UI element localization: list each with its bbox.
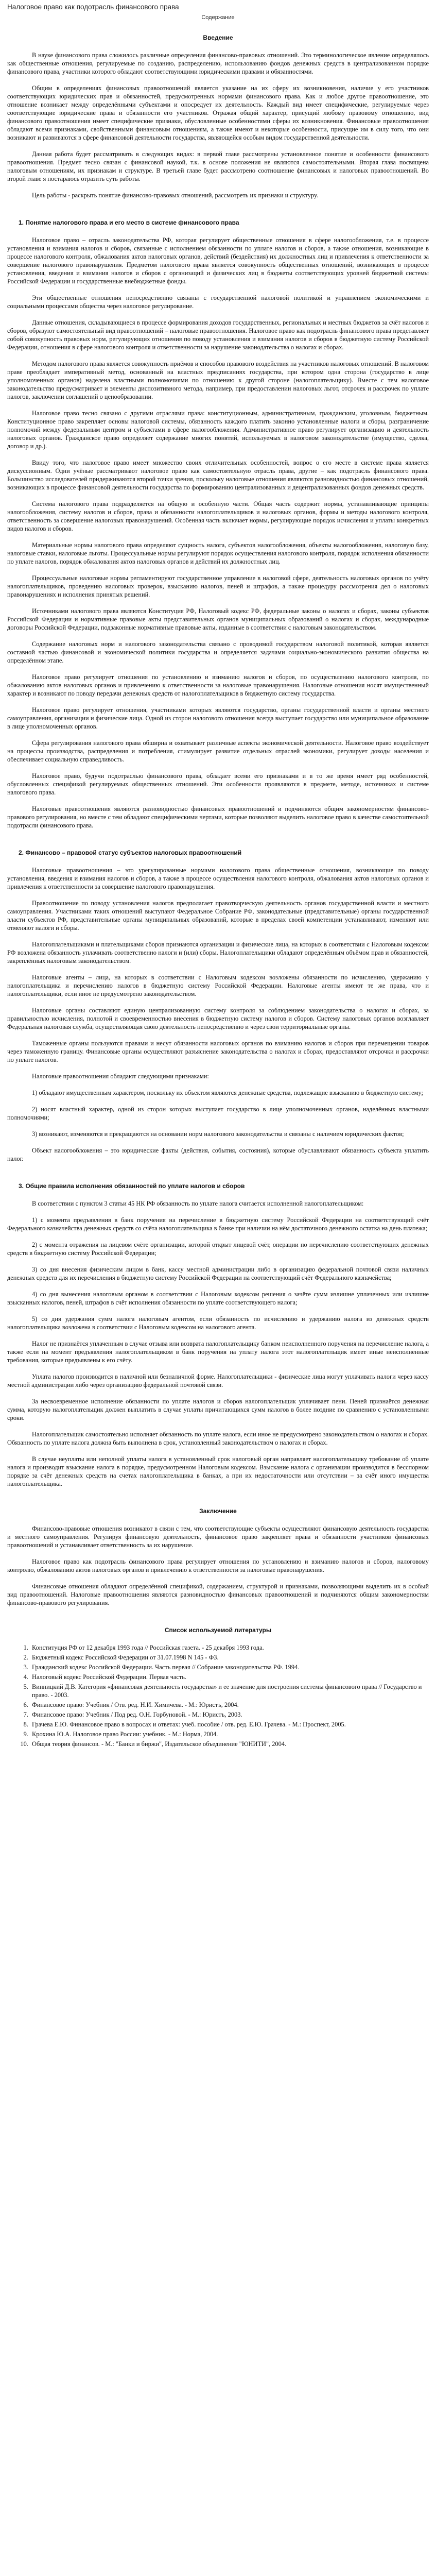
paragraph: 2) с момента отражения на лицевом счёте организации, которой открыт лицевой счёт, операции по перечислению соответствующих денежных средств в бюджетную систему Российской Федерации; <box>7 1241 429 1257</box>
paragraph: В науке финансового права сложилось различные определения финансово-правовых отношений. Это терминологическое явление определялось как общественные отношения, регулируемые по созданию, распределению, использованию фондов денежных средств в централизованном порядке финансового права, участники которого обладают соответствующими юридическими правами и обязанностями. <box>7 52 429 75</box>
reference-item: 1. Конституция РФ от 12 декабря 1993 года // Российская газета. - 25 декабря 1993 года. <box>30 1643 429 1652</box>
paragraph: Сфера регулирования налогового права обширна и охватывает различные аспекты экономической деятельности. Налоговое право воздействует на процессы производства, распределения и потребления, стимулирует развитие отдельных отраслей экономики, регулирует доходы населения и обеспечивает социальную справедливость. <box>7 739 429 763</box>
paragraph: Правоотношение по поводу установления налогов предполагает правотворческую деятельность органов государственной власти и местного самоуправления. Участниками таких отношений выступают Федеральное Собрание РФ, законодательные (представительные) органы государственной власти субъектов РФ, представительные органы муниципальных образований, которые в пределах своей компетенции устанавливают, изменяют или отменяют налоги и сборы. <box>7 900 429 931</box>
paragraph: Налоговое право регулирует отношения, участниками которых являются государство, органы государственной власти и органы местного самоуправления, организации и физические лица. Одной из сторон налогового отношения всегда выступает государство или муниципальное образование в лице уполномоченных органов. <box>7 706 429 730</box>
reference-item: 7. Финансовое право: Учебник / Под ред. О.Н. Горбуновой. - М.: Юристъ, 2003. <box>30 1710 429 1719</box>
paragraph: Таможенные органы пользуются правами и несут обязанности налоговых органов по взиманию налогов и сборов при перемещении товаров через таможенную границу. Финансовые органы осуществляют разъяснение законодательства о налогах и сборах, предоставляют отсрочки и рассрочки по уплате налогов. <box>7 1040 429 1063</box>
reference-item: 6. Финансовое право: Учебник / Отв. ред. Н.И. Химичева. - М.: Юристъ, 2004. <box>30 1701 429 1709</box>
document-title: Налоговое право как подотрасль финансового права <box>7 3 179 11</box>
paragraph: Содержание налоговых норм и налогового законодательства связано с проводимой государством налоговой политикой, которая является составной частью финансовой и экономической политики государства и определяется задачами социально-экономического развития общества на определённом этапе. <box>7 640 429 664</box>
conclusion-heading: Заключение <box>199 1507 237 1515</box>
paragraph: Налоговое право как подотрасль финансового права регулирует отношения по установлению и взиманию налогов и сборов, налоговому контролю, обжалованию актов налоговых органов и привлечению к ответственности за налоговые правонарушения. <box>7 1558 429 1573</box>
paragraph: Общим в определениях финансовых правоотношений является указание на их сферу их возникновения, наличие у его участников соответствующих юридических прав и обязанностей, предусмотренных нормами финансового права. Как и любое другое правоотношение, это отношение возникает между определёнными субъектами и опосредует их деятельность. Каждый вид имеет специфические, регулируемые через соответствующие юридические права и обязанности его участников. Отражая общий характер, присущий любому правовому отношению, вид финансового правоотношения имеет специфические признаки, обусловленные особенностями сферы их возникновения. Финансовые правоотношения обладают всеми признаками, свойственными финансовым отношениям, а также имеют и некоторые особенности, присущие им в силу того, что они возникают и развиваются в сфере финансовой деятельности государства, являющейся особым видом государственной деятельности. <box>7 84 429 141</box>
paragraph: Налогоплательщик самостоятельно исполняет обязанность по уплате налога, если иное не предусмотрено законодательством о налогах и сборах. Обязанность по уплате налога должна быть выполнена в срок, установленный законодательством о налогах и сборах. <box>7 1431 429 1446</box>
paragraph: Налоговые органы составляют единую централизованную систему контроля за соблюдением законодательства о налогах и сборах, за правильностью исчисления, полнотой и своевременностью внесения в бюджетную систему налогов и сборов. Систему налоговых органов возглавляет Федеральная налоговая служба, осуществляющая свою деятельность непосредственно и через свои территориальные органы. <box>7 1007 429 1030</box>
paragraph: Данная работа будет рассматривать в следующих видах: в первой главе рассмотрены установленное понятие и особенности финансового правоотношения. Предмет тесно связан с финансовой наукой, т.к. в основе положения не являются самостоятельными. Вторая глава посвящена налоговым отношениям, их признакам и структуре. В третьей главе будет рассмотрено соотношение финансовых и налоговых правоотношений. Во второй главе я постараюсь отразить суть работы. <box>7 150 429 182</box>
reference-item: 10. Общая теория финансов. - М.: "Банки и биржи", Издательское объединение "ЮНИТИ", 2004. <box>30 1740 429 1748</box>
references-heading: Список используемой литературы <box>164 1626 272 1634</box>
paragraph: Налоговые правоотношения обладают следующими признаками: <box>32 1073 209 1080</box>
reference-item: 2. Бюджетный кодекс Российской Федерации от 31.07.1998 N 145 - ФЗ. <box>30 1653 429 1662</box>
paragraph: Цель работы - раскрыть понятие финансово-правовых отношений, рассмотреть их признаки и структуру. <box>32 192 319 199</box>
paragraph: В случае неуплаты или неполной уплаты налога в установленный срок налоговый орган направляет налогоплательщику требование об уплате налога и производит взыскание налога в порядке, предусмотренном Налоговым кодексом. Взыскание налога с организации производится в бесспорном порядке за счёт денежных средств на счетах налогоплательщика в банках, а при их недостаточности или отсутствии – за счёт иного имущества налогоплательщика. <box>7 1455 429 1487</box>
paragraph: Налоговое право тесно связано с другими отраслями права: конституционным, административным, гражданским, уголовным, бюджетным. Конституционное право закрепляет основы налоговой системы, обязанность каждого платить законно установленные налоги и сборы, разграничение полномочий между федеральным центром и субъектами в сфере налогообложения. Административное право регулирует организацию и деятельность налоговых органов. Гражданское право определяет содержание многих понятий, используемых в налоговом законодательстве (имущество, сделка, договор и др.). <box>7 410 429 450</box>
conclusion-body <box>7 1524 429 1607</box>
paragraph: Объект налогообложения – это юридические факты (действия, события, состояния), которые обуславливают обязанность субъекта уплатить налог. <box>7 1147 429 1162</box>
paragraph: Налоговое право, будучи подотраслью финансового права, обладает всеми его признаками и в то же время имеет ряд особенностей, обусловленных спецификой регулируемых общественных отношений. Эти особенности проявляются в предмете, методе, источниках и системе налогового права. <box>7 772 429 796</box>
reference-item: 3. Гражданский кодекс Российской Федерации. Часть первая // Собрание законодательства РФ. 1994. <box>30 1663 429 1671</box>
section1-heading: 1. Понятие налогового права и его место в системе финансового права <box>19 219 239 226</box>
paragraph: Налог не признаётся уплаченным в случае отзыва или возврата налогоплательщику банком неисполненного поручения на перечисление налога, а также если на момент предъявления налогоплательщиком в банк поручения на уплату налога этот налогоплательщик имеет иные неисполненные требования, которые предъявлены к его счёту. <box>7 1340 429 1364</box>
paragraph: Система налогового права подразделяется на общую и особенную части. Общая часть содержит нормы, устанавливающие принципы налогообложения, систему налогов и сборов, права и обязанности налогоплательщиков и налоговых органов, формы и методы налогового контроля, ответственность за совершение налоговых правонарушений. Особенная часть включает нормы, регулирующие порядок исчисления и уплаты конкретных видов налогов и сборов. <box>7 500 429 532</box>
paragraph: Финансово-правовые отношения возникают в связи с тем, что соответствующие субъекты осуществляют финансовую деятельность государства и местного самоуправления. Регулируя финансовую деятельность, финансовое право закрепляет права и обязанности участников финансовых правоотношений и устанавливает ответственность за их нарушение. <box>7 1525 429 1549</box>
paragraph: 5) со дня удержания сумм налога налоговым агентом, если обязанность по исчислению и удержанию налога из денежных средств налогоплательщика возложена в соответствии с Налоговым кодексом на налогового агента. <box>7 1315 429 1331</box>
reference-item: 5. Винницкий Д.В. Категория «финансовая деятельность государства» и ее значение для построения системы финансового права // Государство и право. - 2003. <box>30 1683 429 1699</box>
paragraph: Налоговое право регулирует отношения по установлению и взиманию налогов и сборов, по осуществлению налогового контроля, по обжалованию актов налоговых органов и привлечению к ответственности за налоговые правонарушения. Налоговые отношения носят имущественный характер и возникают по поводу передачи денежных средств от налогоплательщиков в бюджетную систему государства. <box>7 673 429 697</box>
paragraph: Методом налогового права является совокупность приёмов и способов правового воздействия на участников налоговых отношений. В налоговом праве преобладает императивный метод, основанный на властных предписаниях государства, при котором одна сторона (государство в лице уполномоченных органов) наделена властными полномочиями по отношению к другой стороне (налогоплательщику). Вместе с тем налоговое законодательство предусматривает и элементы диспозитивного метода, например, при предоставлении налоговых льгот, отсрочек и рассрочек по уплате налогов, заключении соглашений о ценообразовании. <box>7 360 429 400</box>
section2-body <box>7 866 429 1163</box>
paragraph: 1) обладают имущественным характером, поскольку их объектом являются денежные средства, подлежащие взысканию в бюджетную систему; <box>32 1089 423 1096</box>
paragraph: 2) носят властный характер, одной из сторон которых выступает государство в лице уполномоченных органов, наделённых властными полномочиями; <box>7 1106 429 1121</box>
paragraph: За несвоевременное исполнение обязанности по уплате налогов и сборов налогоплательщик уплачивает пени. Пеней признаётся денежная сумма, которую налогоплательщик должен выплатить в случае уплаты причитающихся сумм налогов в более поздние по сравнению с установленными сроки. <box>7 1398 429 1421</box>
paragraph: Налоговые агенты – лица, на которых в соответствии с Налоговым кодексом возложены обязанности по исчислению, удержанию у налогоплательщика и перечислению налогов в бюджетную систему Российской Федерации. Налоговые агенты имеют те же права, что и налогоплательщики, если иное не предусмотрено законодательством. <box>7 974 429 997</box>
references-list <box>7 1643 429 1748</box>
paragraph: Процессуальные налоговые нормы регламентируют государственное управление в налоговой сфере, деятельность налоговых органов по учёту налогоплательщиков, проведению налоговых проверок, взысканию налогов, пеней и штрафов, а также процедуру рассмотрения дел о налоговых правонарушениях и исполнения принятых решений. <box>7 574 429 598</box>
paragraph: 1) с момента предъявления в банк поручения на перечисление в бюджетную систему Российской Федерации на соответствующий счёт Федерального казначейства денежных средств со счёта налогоплательщика в банке при наличии на нём достаточного денежного остатка на день платежа; <box>7 1216 429 1232</box>
paragraph: Налогоплательщиками и плательщиками сборов признаются организации и физические лица, на которых в соответствии с Налоговым кодексом РФ возложена обязанность уплачивать соответственно налоги и (или) сборы. Налогоплательщики обладают определённым объёмом прав и обязанностей, закреплённых налоговым законодательством. <box>7 941 429 964</box>
reference-item: 8. Грачева Е.Ю. Финансовое право в вопросах и ответах: учеб. пособие / отв. ред. Е.Ю. Грачева. - М.: Проспект, 2005. <box>30 1720 429 1728</box>
toc-label: Содержание <box>201 14 235 21</box>
reference-item: 4. Налоговый кодекс Российской Федерации. Первая часть. <box>30 1673 429 1681</box>
paragraph: 3) со дня внесения физическим лицом в банк, кассу местной администрации либо в организацию федеральной почтовой связи наличных денежных средств для их перечисления в бюджетную систему Российской Федерации на соответствующий счёт Федерального казначейства; <box>7 1266 429 1281</box>
paragraph: Финансовые отношения обладают определённой спецификой, содержанием, структурой и признаками, позволяющими выделить их в особый вид правоотношений. Налоговые правоотношения являются разновидностью финансовых правоотношений и подчиняются общим закономерностям финансово-правового регулирования. <box>7 1583 429 1606</box>
paragraph: 3) возникают, изменяются и прекращаются на основании норм налогового законодательства и связаны с наличием юридических фактов; <box>32 1130 404 1138</box>
section1-body <box>7 236 429 829</box>
reference-item: 9. Крохина Ю.А. Налоговое право России: учебник. - М.: Норма, 2004. <box>30 1730 429 1738</box>
section3-heading: 3. Общие правила исполнения обязанностей по уплате налогов и сборов <box>19 1182 245 1190</box>
paragraph: Налоговое право – отрасль законодательства РФ, которая регулирует общественные отношения в сфере налогообложения, т.е. в процессе установления и взимания налогов и сборов, связанные с исполнением обязанности по уплате налогов и сборов, а также отношения, возникающие в процессе налогового контроля, обжалования актов налоговых органов, действий (бездействия) их должностных лиц и привлечения к ответственности за совершение налогового правонарушения. Предметом налогового права является совокупность общественных отношений, возникающих в процессе установления, введения и взимания налогов и сборов с организаций и физических лиц в бюджеты соответствующих уровней бюджетной системы Российской Федерации и государственные внебюджетные фонды. <box>7 236 429 285</box>
paragraph: Уплата налогов производится в наличной или безналичной форме. Налогоплательщики - физические лица могут уплачивать налоги через кассу местной администрации либо через организацию федеральной почтовой связи. <box>7 1373 429 1388</box>
paragraph: Налоговые правоотношения – это урегулированные нормами налогового права общественные отношения, возникающие по поводу установления, введения и взимания налогов и сборов, а также в процессе осуществления налогового контроля, обжалования актов налоговых органов и привлечения к ответственности за совершение налогового правонарушения. <box>7 867 429 890</box>
paragraph: Данные отношения, складывающиеся в процессе формирования доходов государственных, региональных и местных бюджетов за счёт налогов и сборов, образуют самостоятельный вид правоотношений – налоговые правоотношения. Налоговое право как подотрасль финансового права представляет собой совокупность правовых норм, регулирующих отношения по поводу установления и взимания налогов и сборов в бюджетную систему Российской Федерации, отношения в сфере налогового контроля и ответственности за нарушение законодательства о налогах и сборах. <box>7 319 429 351</box>
intro-body <box>7 51 429 199</box>
paragraph: Материальные нормы налогового права определяют сущность налога, субъектов налогообложения, объекты налогообложения, налоговую базу, налоговые ставки, налоговые льготы. Процессуальные нормы регулируют порядок осуществления налогового контроля, порядок исполнения обязанности по уплате налогов, порядок обжалования актов налоговых органов и действий их должностных лиц. <box>7 541 429 565</box>
section3-body <box>7 1199 429 1488</box>
section2-heading: 2. Финансово – правовой статус субъектов налоговых правоотношений <box>19 849 242 856</box>
paragraph: Эти общественные отношения непосредственно связаны с государственной налоговой политикой и управлением экономическими и социальными процессами общества через налоговое регулирование. <box>7 294 429 310</box>
paragraph: 4) со дня вынесения налоговым органом в соответствии с Налоговым кодексом решения о зачёте сумм излишне уплаченных или излишне взысканных налогов, пеней, штрафов в счёт исполнения обязанности по уплате соответствующего налога; <box>7 1291 429 1306</box>
paragraph: Источниками налогового права являются Конституция РФ, Налоговый кодекс РФ, федеральные законы о налогах и сборах, законы субъектов Российской Федерации и нормативные правовые акты представительных органов муниципальных образований о налогах и сборах, международные договоры Российской Федерации, подзаконные нормативные правовые акты, изданные в соответствии с налоговым законодательством. <box>7 607 429 631</box>
intro-heading: Введение <box>203 34 233 41</box>
paragraph: Налоговые правоотношения являются разновидностью финансовых правоотношений и подчиняются общим закономерностям финансово-правового регулирования, но вместе с тем обладают специфическими чертами, которые позволяют выделить налоговое право в качестве самостоятельной подотрасли финансового права. <box>7 805 429 829</box>
paragraph: Ввиду того, что налоговое право имеет множество своих отличительных особенностей, вопрос о его месте в системе права является дискуссионным. Одни учёные рассматривают налоговое право как самостоятельную отрасль права, другие – как подотрасль финансового права. Большинство исследователей придерживаются второй точки зрения, поскольку налоговые отношения являются разновидностью финансовых отношений, возникающих в процессе финансовой деятельности государства по формированию централизованных и децентрализованных фондов денежных средств. <box>7 459 429 491</box>
paragraph: В соответствии с пунктом 3 статьи 45 НК РФ обязанность по уплате налога считается исполненной налогоплательщиком: <box>32 1200 364 1207</box>
